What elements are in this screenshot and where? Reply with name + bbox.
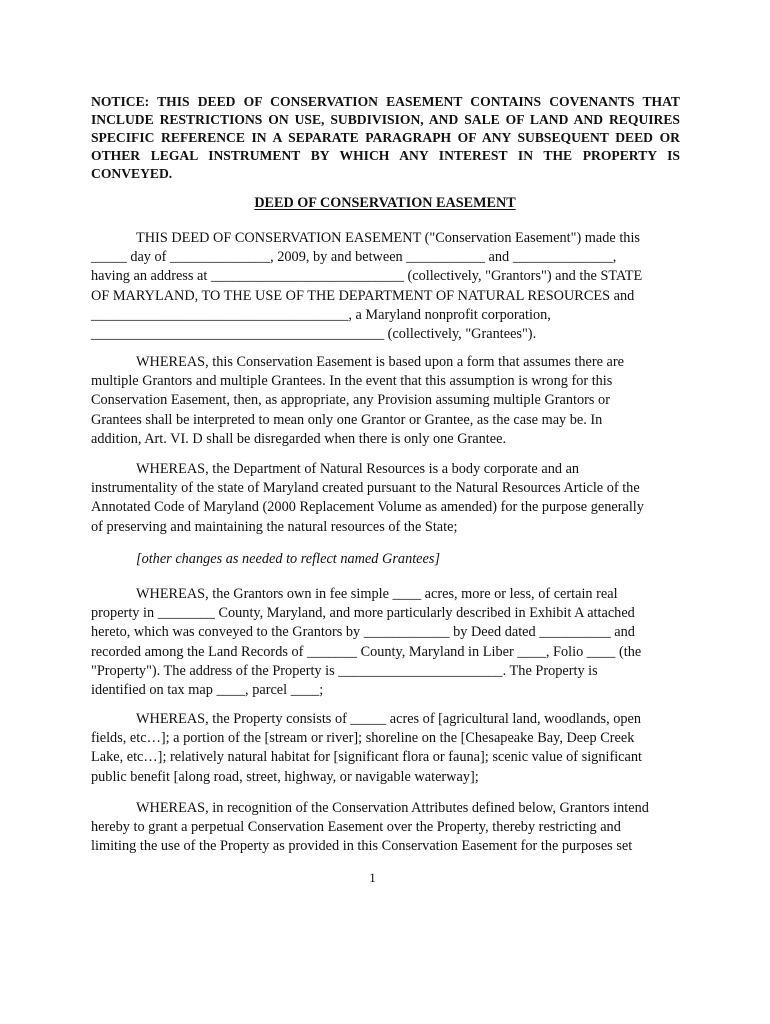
text-line: WHEREAS, in recognition of the Conservation Attributes defined below, Grantors intend bbox=[136, 800, 649, 816]
text-line: limiting the use of the Property as provided in this Conservation Easement for the purposes set bbox=[91, 838, 633, 855]
text-line: Annotated Code of Maryland (2000 Replacement Volume as amended) for the purpose generally bbox=[91, 499, 644, 516]
whereas-consists-paragraph bbox=[91, 710, 681, 787]
text-line: of preserving and maintaining the natural resources of the State; bbox=[91, 518, 458, 535]
text-line: addition, Art. VI. D shall be disregarded when there is only one Grantee. bbox=[91, 430, 507, 447]
text-line: Lake, etc…]; relatively natural habitat for [significant flora or fauna]; scenic value of significant bbox=[91, 749, 642, 766]
document-title bbox=[0, 193, 770, 213]
text-line: [other changes as needed to reflect named Grantees] bbox=[136, 551, 441, 567]
page-number: 1 bbox=[369, 870, 376, 885]
whereas-assumption-paragraph bbox=[91, 353, 681, 449]
text-line: recorded among the Land Records of _______ County, Maryland in Liber ____, Folio ____ (the bbox=[91, 643, 642, 660]
text-line: _____ day of ______________, 2009, by and between ___________ and ______________, bbox=[91, 249, 617, 266]
text-line: identified on tax map ____, parcel ____; bbox=[91, 682, 324, 699]
opening-paragraph bbox=[91, 229, 681, 344]
text-line: Grantees shall be interpreted to mean only one Grantor or Grantee, as the case may be. In bbox=[91, 411, 603, 428]
text-line: "Property"). The address of the Property is _______________________. The Property is bbox=[91, 662, 598, 679]
text-line: hereto, which was conveyed to the Grantors by ____________ by Deed dated __________ and bbox=[91, 624, 635, 641]
text-line: fields, etc…]; a portion of the [stream or river]; shoreline on the [Chesapeake Bay, Deep Creek bbox=[91, 730, 635, 747]
text-line: having an address at ___________________________ (collectively, "Grantors") and the STATE bbox=[91, 268, 643, 285]
text-line: WHEREAS, the Property consists of _____ acres of [agricultural land, woodlands, open bbox=[136, 711, 642, 727]
whereas-department-paragraph bbox=[91, 460, 681, 537]
text-line: hereby to grant a perpetual Conservation Easement over the Property, thereby restricting and bbox=[91, 819, 621, 836]
whereas-property-paragraph bbox=[91, 585, 681, 700]
text-line: Conservation Easement, then, as appropriate, any Provision assuming multiple Grantors or bbox=[91, 392, 610, 409]
document-title-text: DEED OF CONSERVATION EASEMENT bbox=[254, 195, 516, 211]
text-line: WHEREAS, the Grantors own in fee simple ____ acres, more or less, of certain real bbox=[136, 586, 618, 602]
text-line: instrumentality of the state of Maryland created pursuant to the Natural Resources Article of the bbox=[91, 480, 640, 497]
text-line: _________________________________________ (collectively, "Grantees"). bbox=[91, 326, 537, 343]
text-line: ____________________________________, a Maryland nonprofit corporation, bbox=[91, 306, 551, 323]
text-line: WHEREAS, this Conservation Easement is based upon a form that assumes there are bbox=[136, 354, 624, 370]
notice-paragraph: NOTICE: THIS DEED OF CONSERVATION EASEMENT CONTAINS COVENANTS THAT INCLUDE RESTRICTIONS ON USE, SUBDIVISION, AND SALE OF LAND AND REQUIRES SPECIFIC REFERENCE IN A SEPARATE PARAGRAPH OF ANY SUBSEQUENT DEED OR OTHER LEGAL INSTRUMENT BY WHICH ANY INTEREST IN THE PROPERTY IS CONVEYED. bbox=[91, 94, 680, 181]
text-line: WHEREAS, the Department of Natural Resources is a body corporate and an bbox=[136, 461, 580, 477]
whereas-recognition-paragraph bbox=[91, 799, 681, 857]
text-line: THIS DEED OF CONSERVATION EASEMENT ("Conservation Easement") made this bbox=[136, 230, 640, 246]
grantees-note bbox=[91, 550, 681, 569]
text-line: multiple Grantors and multiple Grantees. In the event that this assumption is wrong for this bbox=[91, 373, 613, 390]
text-line: OF MARYLAND, TO THE USE OF THE DEPARTMENT OF NATURAL RESOURCES and bbox=[91, 287, 635, 304]
text-line: public benefit [along road, street, highway, or navigable waterway]; bbox=[91, 768, 479, 785]
text-line: property in ________ County, Maryland, and more particularly described in Exhibit A attached bbox=[91, 605, 635, 622]
